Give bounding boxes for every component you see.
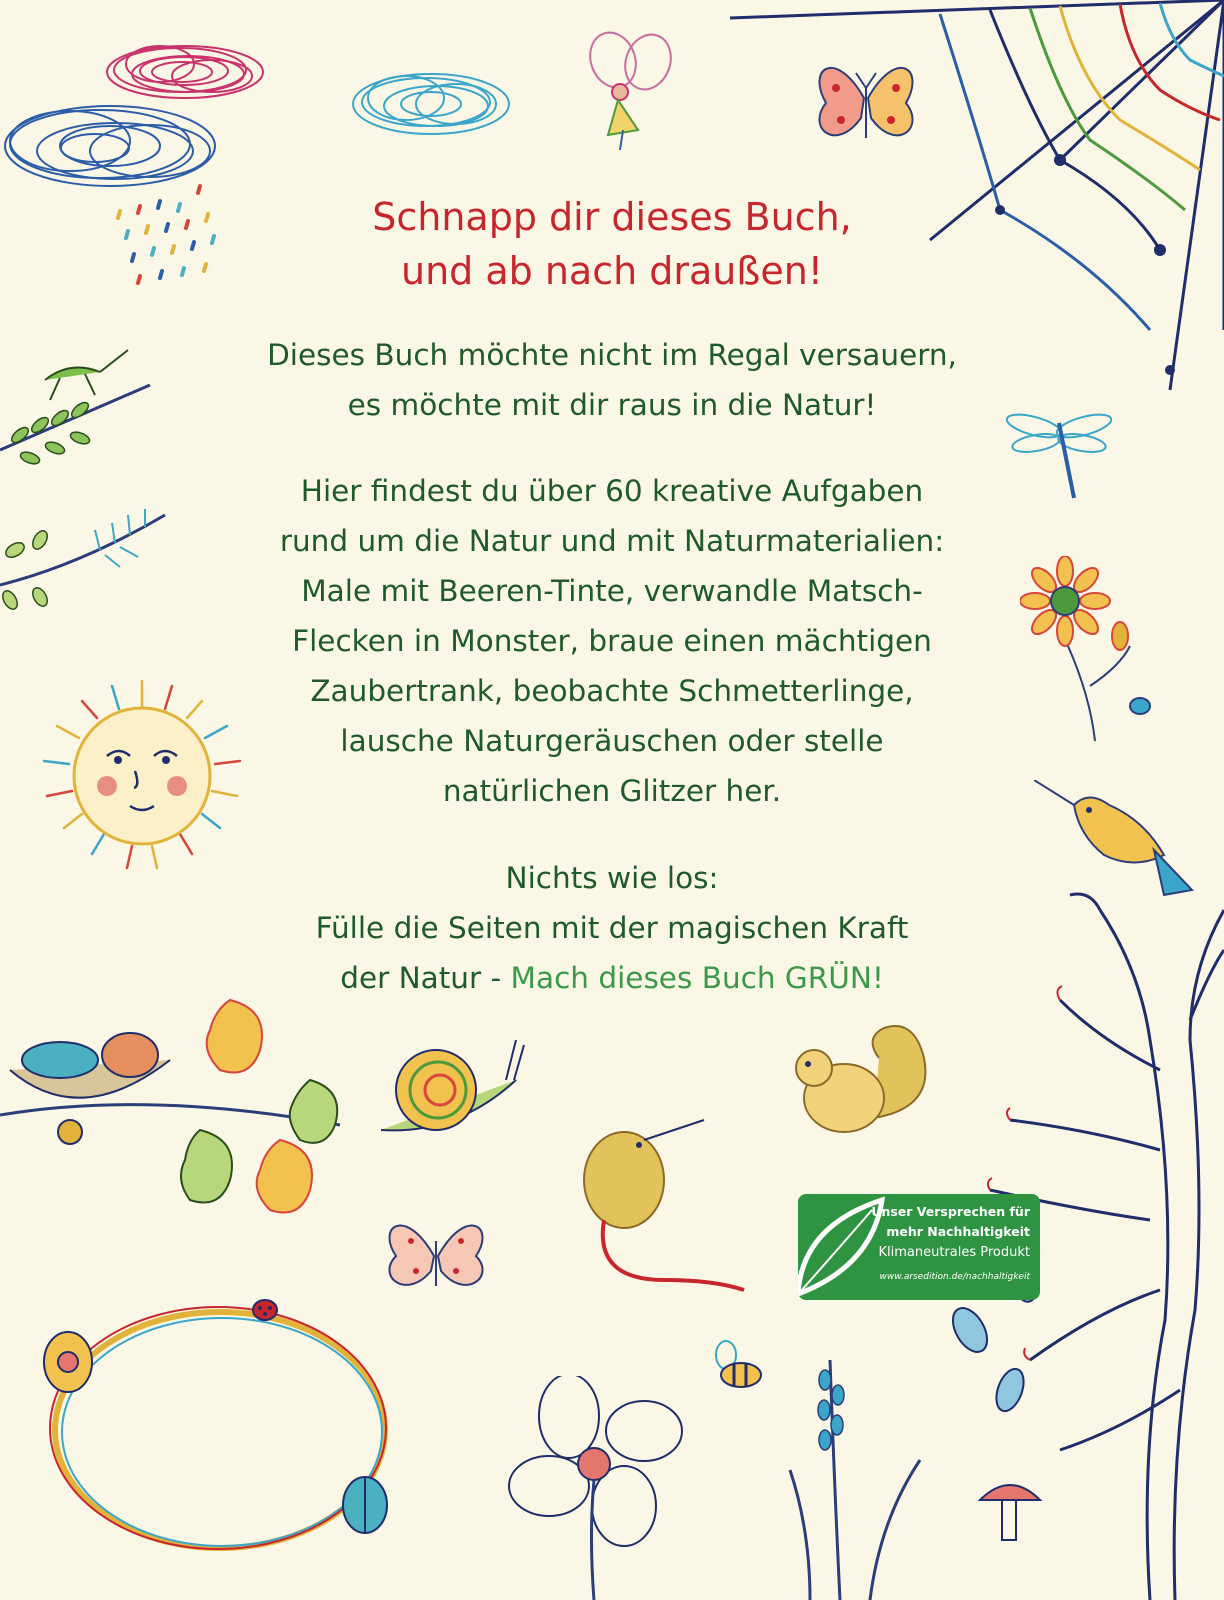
headline bbox=[212, 190, 1012, 298]
badge-line-2: mehr Nachhaltigkeit bbox=[886, 1224, 1030, 1239]
beetle-icon bbox=[330, 1460, 400, 1540]
blue-cloud-icon bbox=[346, 64, 516, 144]
snail-icon bbox=[376, 1020, 526, 1140]
sustainability-badge bbox=[798, 1194, 1040, 1300]
grass-icon bbox=[780, 1350, 960, 1600]
badge-line-3: Klimaneutrales Produkt bbox=[878, 1245, 1030, 1260]
intro-line-1: Dieses Buch möchte nicht im Regal versauern, bbox=[267, 338, 957, 372]
branch-icon bbox=[0, 505, 170, 615]
daisy-icon bbox=[494, 1376, 724, 1600]
badge-line-1: Unser Versprechen für bbox=[871, 1204, 1030, 1219]
oak-leaves-icon bbox=[180, 990, 350, 1230]
rain-cloud-icon bbox=[0, 96, 240, 296]
squirrel-icon bbox=[784, 1018, 944, 1148]
details-line-6: lausche Naturgeräuschen oder stelle bbox=[340, 724, 884, 758]
closing-line-3 bbox=[192, 953, 1032, 1003]
branch-icon bbox=[0, 380, 160, 470]
details-line-4: Flecken in Monster, braue einen mächtigen bbox=[292, 624, 932, 658]
closing-paragraph bbox=[192, 853, 1032, 1003]
details-line-7: natürlichen Glitzer her. bbox=[442, 774, 782, 808]
headline-line-1: Schnapp dir dieses Buch, bbox=[372, 195, 852, 239]
details-line-3: Male mit Beeren-Tinte, verwandle Matsch- bbox=[301, 574, 923, 608]
headline-line-2: und ab nach draußen! bbox=[400, 249, 824, 293]
closing-line-2: Fülle die Seiten mit der magischen Kraft bbox=[315, 911, 909, 945]
details-line-5: Zaubertrank, beobachte Schmetterlinge, bbox=[310, 674, 914, 708]
details-line-1: Hier findest du über 60 kreative Aufgaben bbox=[300, 474, 924, 508]
closing-line-3-start: der Natur - bbox=[340, 961, 511, 995]
intro-line-2: es möchte mit dir raus in die Natur! bbox=[347, 388, 877, 422]
details-line-2: rund um die Natur und mit Naturmaterialien: bbox=[279, 524, 945, 558]
fairy-icon bbox=[578, 30, 678, 160]
closing-accent-text: Mach dieses Buch GRÜN! bbox=[510, 961, 884, 995]
ladybug-icon bbox=[250, 1296, 280, 1322]
flower-icon bbox=[1020, 556, 1160, 746]
closing-line-1: Nichts wie los: bbox=[505, 861, 719, 895]
details-paragraph bbox=[192, 466, 1032, 816]
intro-paragraph bbox=[192, 330, 1032, 430]
badge-url: www.arsedition.de/nachhaltigkeit bbox=[879, 1272, 1030, 1282]
beetle-icon bbox=[28, 1320, 108, 1400]
mouse-icon bbox=[564, 1100, 764, 1300]
